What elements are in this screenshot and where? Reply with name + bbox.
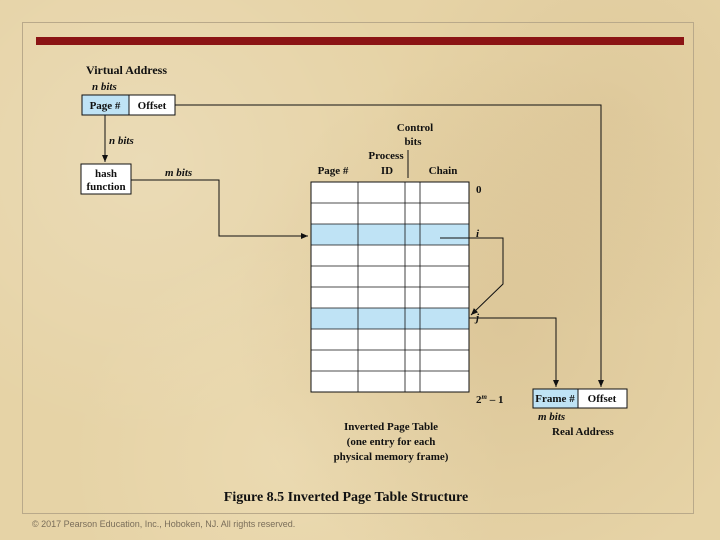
control-bits-line2: bits — [404, 136, 422, 148]
inverted-page-table — [311, 182, 469, 392]
page-number-label: Page # — [89, 100, 121, 112]
column-header-chain: Chain — [428, 165, 458, 177]
row-j-to-frame-arrow — [469, 318, 556, 387]
real-address-title: Real Address — [552, 426, 614, 438]
m-bits-real-label: m bits — [538, 411, 566, 423]
table-row-j-highlight — [311, 308, 469, 329]
virtual-address-title: Virtual Address — [86, 63, 168, 77]
hash-to-row-i-arrow — [131, 180, 308, 236]
table-caption-line3: physical memory frame) — [333, 451, 449, 463]
row-label-j: j — [476, 312, 480, 324]
column-header-page: Page # — [317, 165, 349, 177]
control-bits-line1: Control — [396, 122, 434, 134]
hash-label-line1: hash — [94, 168, 118, 180]
frame-number-label: Frame # — [535, 393, 575, 405]
process-id-line2: ID — [380, 165, 394, 177]
real-offset-label: Offset — [587, 393, 617, 405]
hash-label-line2: function — [86, 181, 126, 193]
row-label-last: 2$^m$ – 1 — [476, 393, 504, 406]
process-id-line1: Process — [368, 150, 404, 162]
row-label-0: 0 — [476, 184, 482, 196]
figure-title: Figure 8.5 Inverted Page Table Structure — [223, 490, 469, 505]
row-label-i: i — [476, 228, 480, 240]
n-bits-top-label: n bits — [92, 81, 117, 93]
n-bits-mid-label: n bits — [109, 135, 134, 147]
m-bits-hash-label: m bits — [165, 167, 193, 179]
copyright-footer: © 2017 Pearson Education, Inc., Hoboken, NJ. All rights reserved. — [32, 519, 296, 529]
table-row-i-highlight — [311, 224, 469, 245]
table-caption-line1: Inverted Page Table — [343, 421, 439, 433]
offset-label: Offset — [137, 100, 167, 112]
table-caption-line2: (one entry for each — [346, 436, 436, 448]
